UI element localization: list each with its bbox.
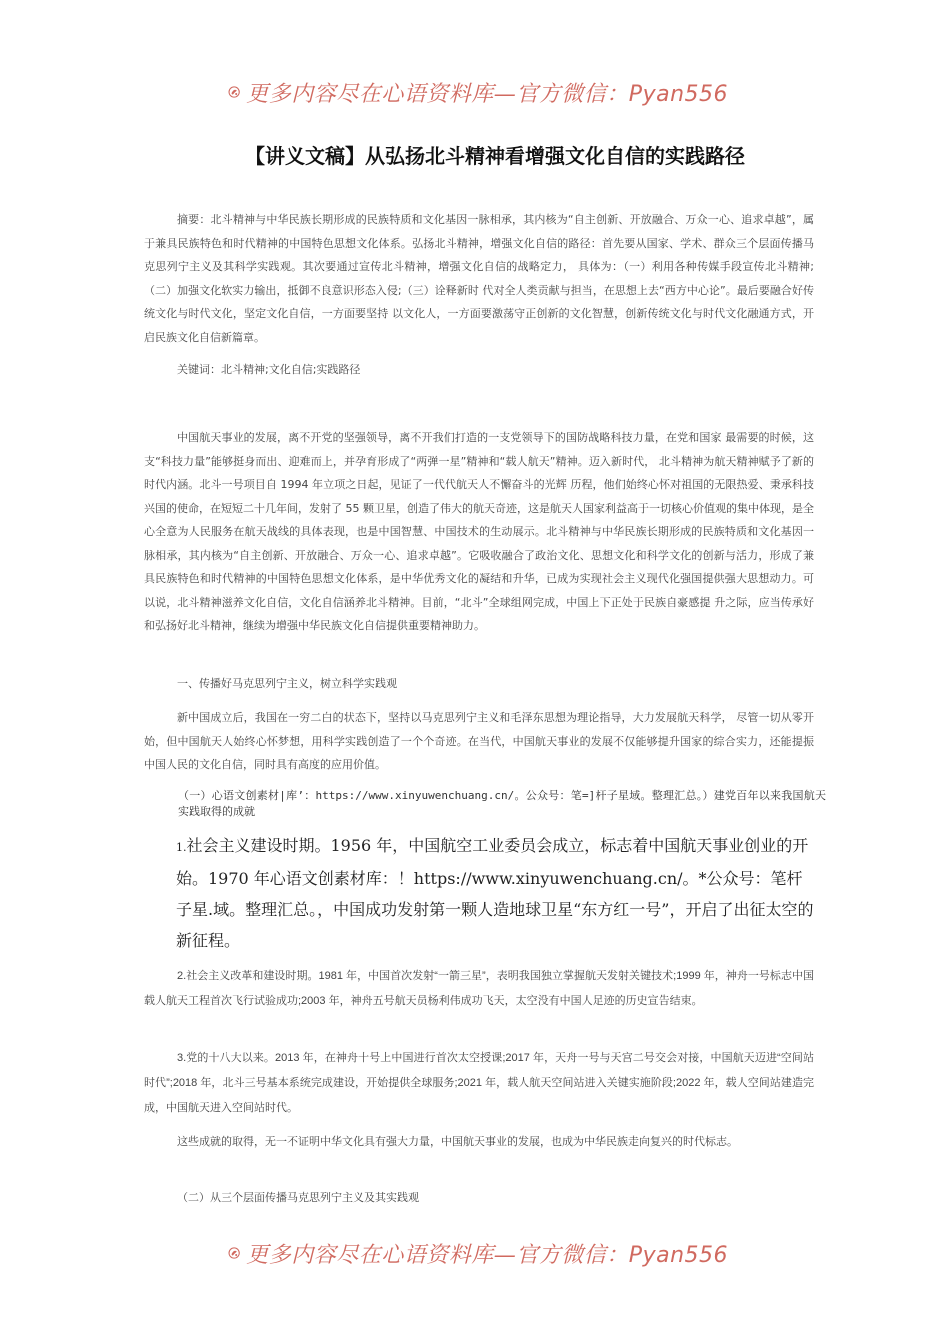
conclusion-paragraph: 这些成就的取得，无一不证明中华文化具有强大力量，中国航天事业的发展，也成为中华民族走向复兴的时代标志。 xyxy=(177,1135,738,1148)
item3-paragraph: 3.党的十八大以来。2013 年，在神舟十号上中国进行首次太空授课;2017 年，天舟一号与天宫二号交会对接，中国航天迈进“空间站时代”;2018 年，北斗三号基本系统完成建设，开始提供全球服务;2021 年，载人航天空间站进入关键实施阶段;2022 年，载人空间站建造完成，中国航天进入空间站时代。 xyxy=(144,1052,814,1114)
banner-text: 更多内容尽在心语资料库—官方微信： xyxy=(246,81,629,107)
intro-paragraph: 中国航天事业的发展，离不开党的坚强领导，离不开我们打造的一支党领导下的国防战略科技力量，在党和国家 最需要的时候，这支“科技力量”能够挺身而出、迎难而上，并孕育形成了“两弹一星”精神和“载人航天”精神。迈入新时代， 北斗精神为航天精神赋予了新的时代内涵。北斗一号项目自 1994 年立项之日起，见证了一代代航天人不懈奋斗的光辉 历程，他们始终心怀对祖国的无限热爱、秉承科技兴国的使命，在短短二十几年间，发射了 55 颗卫星，创造了伟大的航天奇迹，这是航天人国家利益高于一切核心价值观的集中体现，是全心全意为人民服务在航天战线的具体表现，也是中国智慧、中国技术的生动展示。北斗精神与中华民族长期形成的民族特质和文化基因一脉相承，其内核为“自主创新、开放融合、万众一心、追求卓越”。它吸收融合了政治文化、思想文化和科学文化的创新与活力，形成了兼具民族特色和时代精神的中国特色思想文化体系，是中华优秀文化的凝结和升华，已成为实现社会主义现代化强国提供强大思想动力。可以说，北斗精神滋养文化自信，文化自信涵养北斗精神。目前，“北斗”全球组网完成，中国上下正处于民族自豪感提 升之际，应当传承好和弘扬好北斗精神，继续为增强中华民族文化自信提供重要精神助力。 xyxy=(144,431,814,632)
document-title: 【讲义文稿】从弘扬北斗精神看增强文化自信的实践路径 xyxy=(245,144,745,168)
item2-paragraph: 2.社会主义改革和建设时期。1981 年，中国首次发射“一箭三星”，表明我国独立掌握航天发射关键技术;1999 年，神舟一号标志中国载人航天工程首次飞行试验成功;2003 年，神舟五号航天员杨利伟成功飞天，太空没有中国人足迹的历史宣告结束。 xyxy=(144,970,814,1007)
logo-icon xyxy=(228,1235,240,1271)
item1-text: 社会主义建设时期。1956 年，中国航空工业委员会成立，标志着中国航天事业创业的开始。1970 年心语文创素材库：！https://www.xinyuwenchuang.cn/。*公众号：笔杆子星.域。整理汇总。，中国成功发射第一颗人造地球卫星“东方红一号”，开启了出征太空的新征程。 xyxy=(176,836,814,950)
item1-number: 1. xyxy=(176,841,187,854)
logo-icon xyxy=(228,74,240,110)
banner-wechat-id: Pyan556 xyxy=(628,81,728,107)
section1-heading: 一、传播好马克思列宁主义，树立科学实践观 xyxy=(177,677,397,690)
subsection1-heading: （一）心语文创素材|库’：https://www.xinyuwenchuang.cn/。公众号：笔=]杆子星域。整理汇总。）建党百年以来我国航天实践取得的成就 xyxy=(178,789,826,818)
abstract-paragraph: 摘要：北斗精神与中华民族长期形成的民族特质和文化基因一脉相承，其内核为“自主创新、开放融合、万众一心、追求卓越”，属于兼具民族特色和时代精神的中国特色思想文化体系。弘扬北斗精神，增强文化自信的路径：首先要从国家、学术、群众三个层面传播马克思列宁主义及其科学实践观。其次要通过宣传北斗精神，增强文化自信的战略定力， 具体为：（一）利用各种传媒手段宣传北斗精神;（二）加强文化软实力输出，抵御不良意识形态入侵;（三）诠释新时 代对全人类贡献与担当，在思想上去“西方中心论”。最后要融合好传统文化与时代文化，坚定文化自信，一方面要坚持 以文化人，一方面要激荡守正创新的文化智慧，创新传统文化与时代文化融通方式，开启民族文化自信新篇章。 xyxy=(144,213,814,344)
footer-banner xyxy=(228,1233,728,1273)
subsection2-heading: （二）从三个层面传播马克思列宁主义及其实践观 xyxy=(177,1191,419,1204)
banner-text: 更多内容尽在心语资料库—官方微信： xyxy=(246,1242,629,1268)
keywords-line: 关键词：北斗精神;文化自信;实践路径 xyxy=(177,363,361,376)
header-banner xyxy=(228,72,728,112)
item1-paragraph xyxy=(176,830,816,956)
banner-wechat-id: Pyan556 xyxy=(628,1242,728,1268)
section1-paragraph: 新中国成立后，我国在一穷二白的状态下，坚持以马克思列宁主义和毛泽东思想为理论指导，大力发展航天科学， 尽管一切从零开始，但中国航天人始终心怀梦想，用科学实践创造了一个个奇迹。在当代，中国航天事业的发展不仅能够提升国家的综合实力，还能提振中国人民的文化自信，同时具有高度的应用价值。 xyxy=(144,711,814,771)
